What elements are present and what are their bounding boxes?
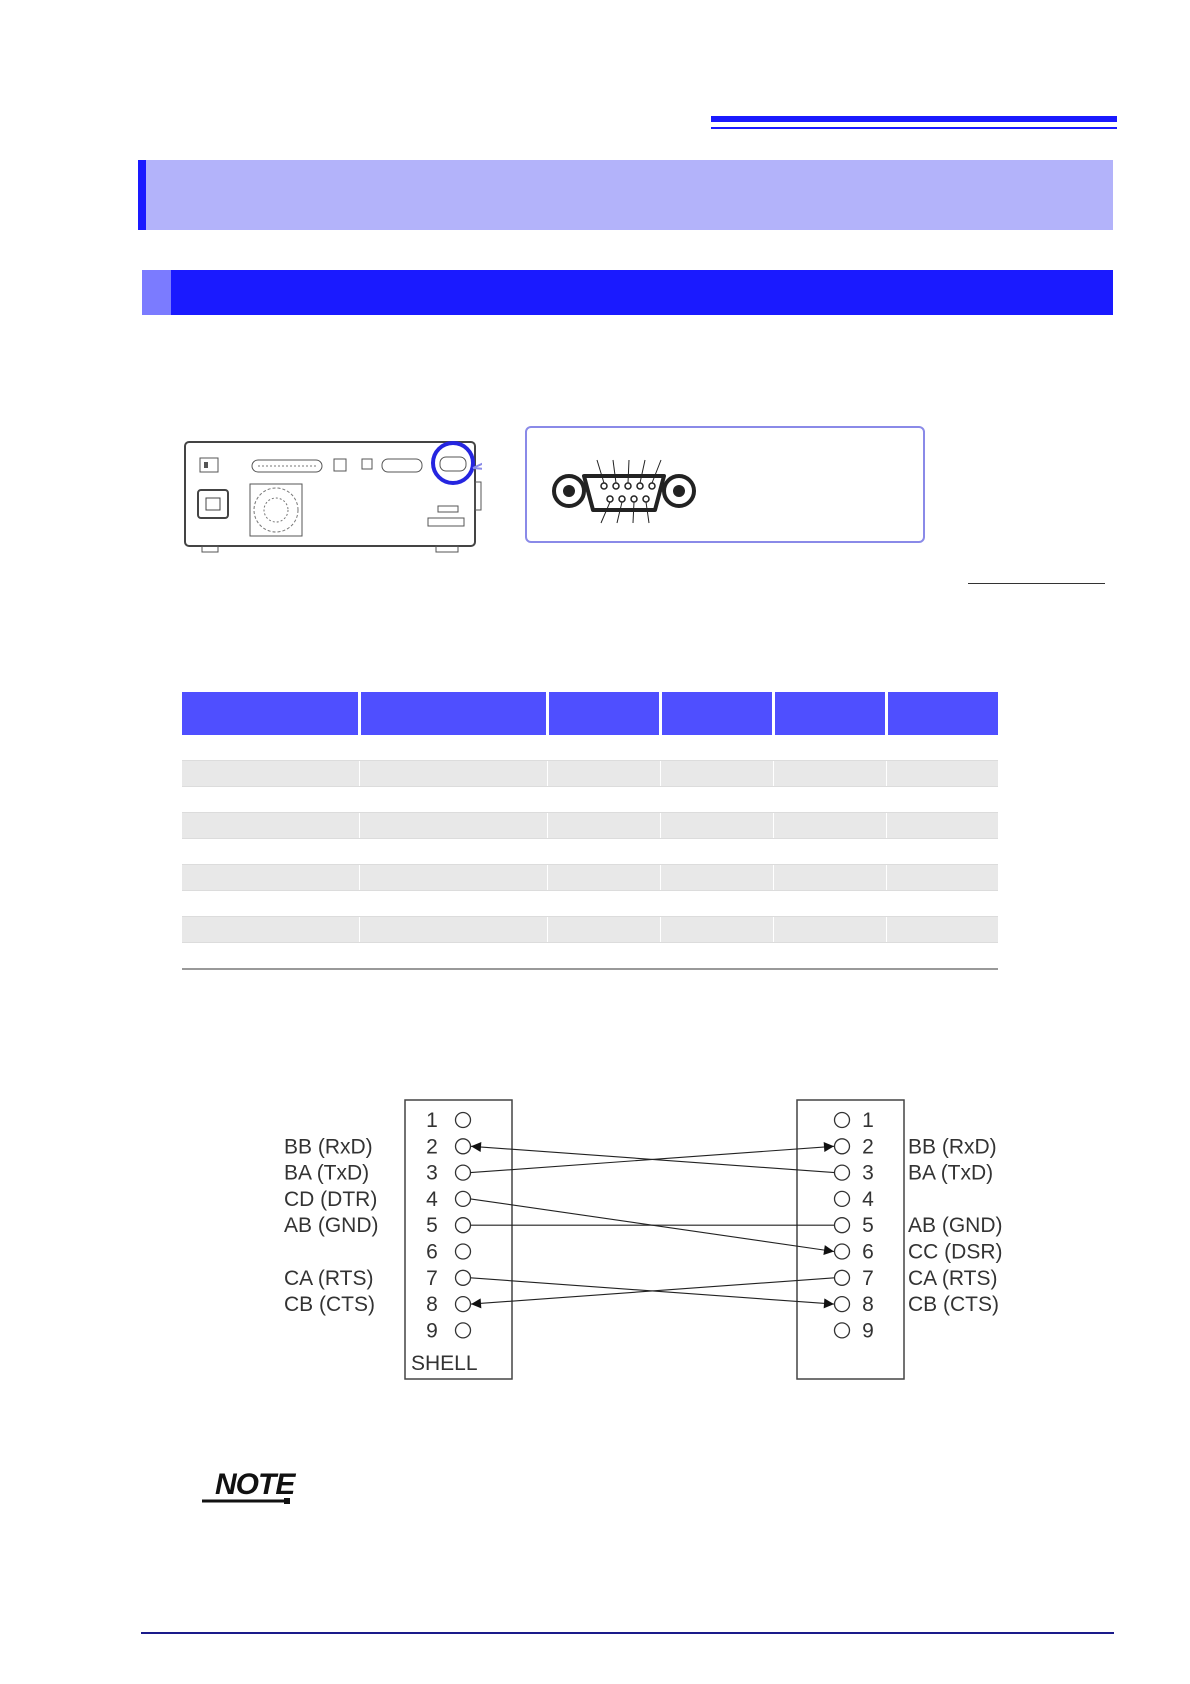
table-header-cell bbox=[773, 692, 886, 735]
left-signal-label: CA (RTS) bbox=[284, 1266, 374, 1290]
shell-label: SHELL bbox=[411, 1352, 478, 1375]
left-pin-circle bbox=[456, 1165, 471, 1180]
right-pin-circle bbox=[835, 1139, 850, 1154]
right-pin-circle bbox=[835, 1323, 850, 1338]
left-pin-circle bbox=[456, 1323, 471, 1338]
left-pin-number: 6 bbox=[426, 1240, 438, 1264]
table-row bbox=[182, 839, 998, 865]
chapter-banner-edge bbox=[138, 160, 146, 230]
right-pin-circle bbox=[835, 1297, 850, 1312]
right-pin-circle bbox=[835, 1270, 850, 1285]
right-pin-number: 6 bbox=[862, 1240, 874, 1264]
header-rule-thick bbox=[711, 116, 1117, 122]
table-row bbox=[182, 787, 998, 813]
instrument-rear-panel bbox=[182, 432, 482, 557]
footer-rule bbox=[141, 1632, 1114, 1634]
left-pin-number: 3 bbox=[426, 1161, 438, 1185]
left-pin-number: 7 bbox=[426, 1266, 438, 1290]
table-header-cell bbox=[886, 692, 998, 735]
left-pin-circle bbox=[456, 1218, 471, 1233]
right-pin-number: 5 bbox=[862, 1214, 874, 1238]
table-row bbox=[182, 865, 998, 891]
right-pin-number: 9 bbox=[862, 1319, 874, 1343]
right-pin-number: 4 bbox=[862, 1187, 874, 1211]
left-pin-circle bbox=[456, 1139, 471, 1154]
table-row bbox=[182, 761, 998, 787]
right-pin-circle bbox=[835, 1244, 850, 1259]
note-label bbox=[200, 1464, 300, 1508]
left-pin-number: 5 bbox=[426, 1214, 438, 1238]
left-signal-label: AB (GND) bbox=[284, 1214, 379, 1238]
right-pin-circle bbox=[835, 1113, 850, 1128]
right-pin-circle bbox=[835, 1165, 850, 1180]
right-signal-label: AB (GND) bbox=[908, 1214, 1003, 1238]
header-rule-thin bbox=[711, 127, 1117, 129]
crossover-wiring-diagram bbox=[0, 1090, 1190, 1410]
right-pin-number: 8 bbox=[862, 1293, 874, 1317]
left-pin-circle bbox=[456, 1297, 471, 1312]
section-bar bbox=[142, 270, 1113, 315]
left-pin-number: 4 bbox=[426, 1187, 438, 1211]
left-pin-number: 8 bbox=[426, 1293, 438, 1317]
left-pin-number: 9 bbox=[426, 1319, 438, 1343]
left-pin-circle bbox=[456, 1270, 471, 1285]
pin-assignment-table bbox=[182, 692, 998, 970]
right-signal-label: BA (TxD) bbox=[908, 1161, 994, 1185]
left-signal-label: BB (RxD) bbox=[284, 1135, 373, 1159]
right-pin-number: 7 bbox=[862, 1266, 874, 1290]
chapter-banner bbox=[138, 160, 1113, 230]
section-bar-edge bbox=[142, 270, 171, 315]
right-signal-label: CB (CTS) bbox=[908, 1293, 999, 1317]
reference-underline bbox=[968, 583, 1105, 584]
table-header-cell bbox=[182, 692, 359, 735]
note-text: NOTE bbox=[215, 1468, 295, 1501]
right-pin-number: 1 bbox=[862, 1109, 874, 1132]
left-pin-number: 1 bbox=[426, 1109, 438, 1132]
right-pin-number: 3 bbox=[862, 1161, 874, 1185]
table-row bbox=[182, 891, 998, 917]
left-pin-number: 2 bbox=[426, 1135, 438, 1159]
left-pin-circle bbox=[456, 1244, 471, 1259]
right-signal-label: CC (DSR) bbox=[908, 1240, 1003, 1264]
right-pin-number: 2 bbox=[862, 1135, 874, 1159]
table-header-row bbox=[182, 692, 998, 735]
left-signal-label: CD (DTR) bbox=[284, 1187, 378, 1211]
table-row bbox=[182, 943, 998, 970]
right-signal-label: CA (RTS) bbox=[908, 1266, 998, 1290]
right-pin-circle bbox=[835, 1218, 850, 1233]
table-row bbox=[182, 917, 998, 943]
table-row bbox=[182, 735, 998, 761]
left-signal-label: CB (CTS) bbox=[284, 1293, 375, 1317]
table-header-cell bbox=[660, 692, 773, 735]
table-header-cell bbox=[547, 692, 660, 735]
dsub9-connector-icon bbox=[527, 428, 927, 545]
right-signal-label: BB (RxD) bbox=[908, 1135, 997, 1159]
left-pin-circle bbox=[456, 1191, 471, 1206]
table-header-cell bbox=[359, 692, 547, 735]
left-signal-label: BA (TxD) bbox=[284, 1161, 370, 1185]
table-row bbox=[182, 813, 998, 839]
right-pin-circle bbox=[835, 1191, 850, 1206]
right-connector-box bbox=[797, 1100, 904, 1379]
connector-callout bbox=[525, 426, 925, 543]
left-pin-circle bbox=[456, 1113, 471, 1128]
